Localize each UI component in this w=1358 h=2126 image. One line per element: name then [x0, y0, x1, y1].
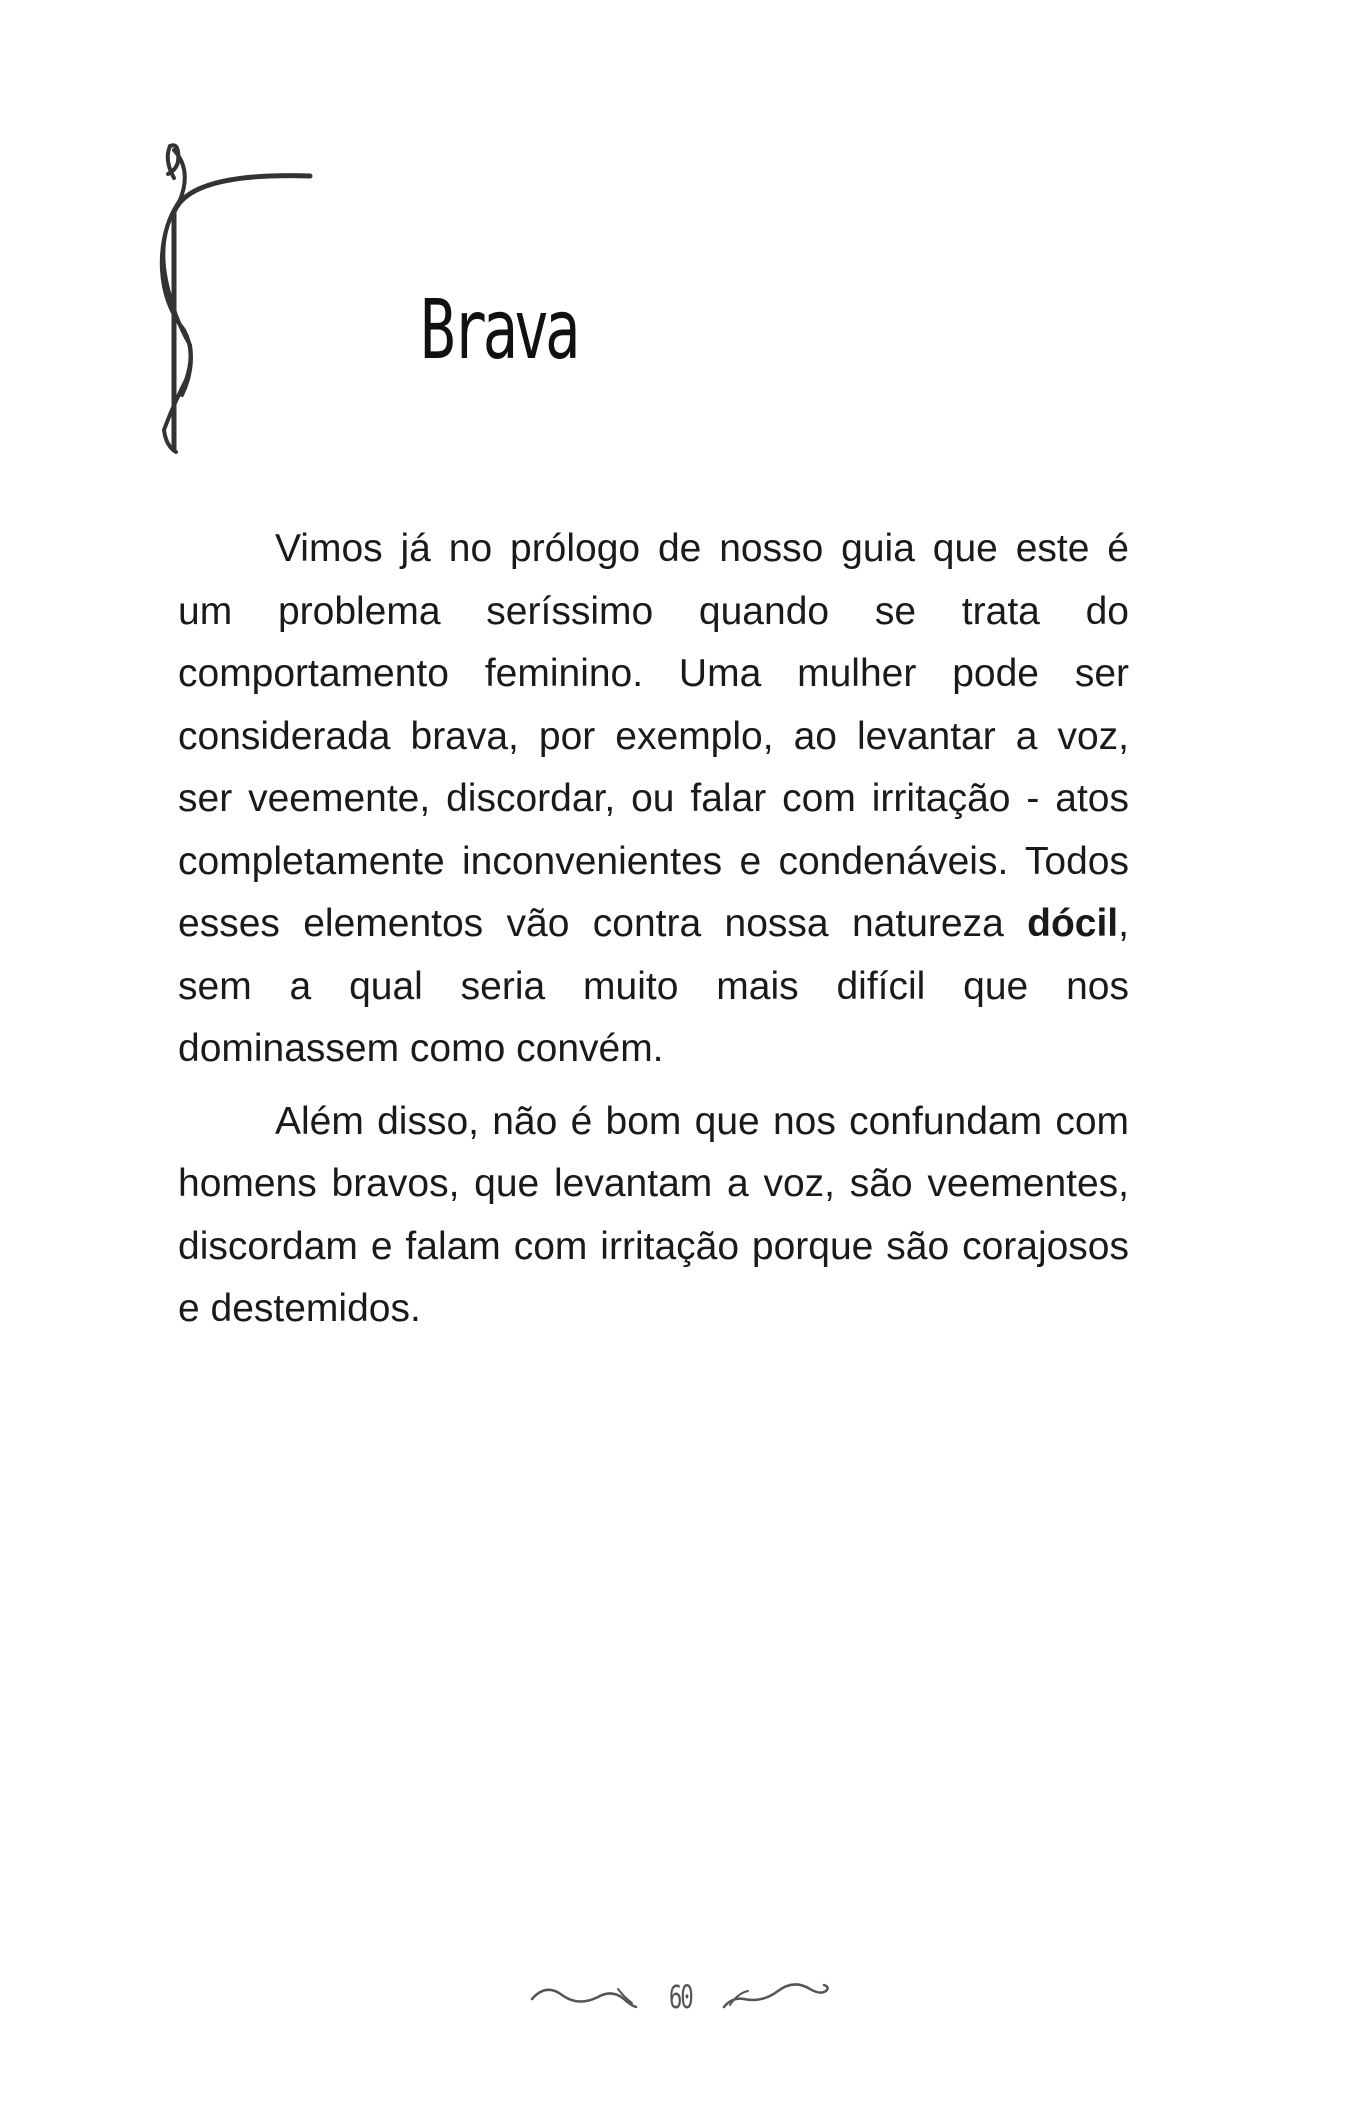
paragraph-1-text-start: Vimos já no prólogo de nosso guia que este é um problema seríssimo quando se trata do comportamento feminino. Uma mulher pode ser considerada brava, por exemplo, ao levantar a voz, ser veemente, discordar, ou falar com irritação - atos completamente inconvenientes e condenáveis. Todos esses elementos vão contra nossa natureza — [178, 527, 1129, 945]
swash-right-icon — [722, 1977, 832, 2017]
chapter-title: Brava — [420, 283, 577, 378]
paragraph-1 — [178, 518, 1129, 1081]
page-number: 60 — [668, 1978, 692, 2016]
page-footer — [520, 1972, 840, 2022]
paragraph-2: Além disso, não é bom que nos confundam com homens bravos, que levantam a voz, são veementes, discordam e falam com irritação porque são corajosos e destemidos. — [178, 1099, 1129, 1330]
paragraph-1-text-end: , sem a qual seria muito mais difícil que nos dominassem como convém. — [178, 902, 1129, 1070]
bold-word-docil: dócil — [1027, 902, 1119, 945]
body-text — [178, 518, 1129, 1351]
swash-left-icon — [528, 1977, 638, 2017]
floral-vine-ornament-icon — [150, 140, 320, 470]
